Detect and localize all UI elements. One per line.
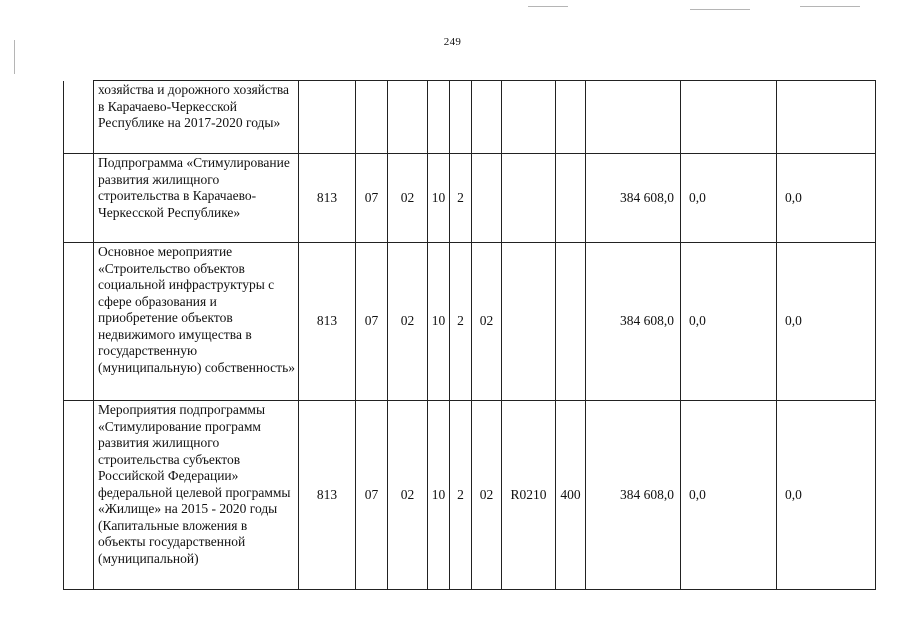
amount-2-cell: 0,0	[681, 401, 777, 590]
program-code-cell: 10	[428, 243, 450, 401]
scan-line-left-edge	[14, 40, 15, 74]
program-code-cell	[428, 81, 450, 154]
subsection-code-cell	[388, 81, 428, 154]
table-row	[64, 401, 876, 590]
budget-table	[63, 80, 876, 590]
amount-2-cell: 0,0	[681, 243, 777, 401]
subprogram-code-cell: 2	[450, 401, 472, 590]
scan-line-top-right-2	[690, 9, 750, 10]
program-code-cell: 10	[428, 154, 450, 243]
subprogram-code-cell: 2	[450, 243, 472, 401]
table-row	[64, 154, 876, 243]
ministry-code-cell: 813	[299, 154, 356, 243]
program-code-cell: 10	[428, 401, 450, 590]
amount-3-cell: 0,0	[777, 401, 876, 590]
target-article-code-cell	[502, 243, 556, 401]
scan-line-top-far-right	[800, 6, 860, 7]
amount-2-cell: 0,0	[681, 154, 777, 243]
main-event-code-cell	[472, 154, 502, 243]
subsection-code-cell: 02	[388, 154, 428, 243]
section-code-cell	[356, 81, 388, 154]
main-event-code-cell: 02	[472, 401, 502, 590]
subprogram-code-cell: 2	[450, 154, 472, 243]
section-code-cell: 07	[356, 401, 388, 590]
amount-cell: 384 608,0	[586, 243, 681, 401]
description-cell: Мероприятия подпрограммы «Стимулирование программ развития жилищного строительства субъектов Российской Федерации» федеральной целевой программы «Жилище» на 2015 - 2020 годы (Капитальные вложения в объекты государственной (муниципальной)	[94, 401, 299, 590]
description-cell: хозяйства и дорожного хозяйства в Карачаево-Черкесской Республике на 2017-2020 годы»	[94, 81, 299, 154]
expense-type-code-cell	[556, 154, 586, 243]
description-cell: Подпрограмма «Стимулирование развития жилищного строительства в Карачаево-Черкесской Республике»	[94, 154, 299, 243]
amount-cell: 384 608,0	[586, 154, 681, 243]
expense-type-code-cell: 400	[556, 401, 586, 590]
amount-cell: 384 608,0	[586, 401, 681, 590]
amount-3-cell: 0,0	[777, 154, 876, 243]
row-index-cell	[64, 154, 94, 243]
target-article-code-cell: R0210	[502, 401, 556, 590]
expense-type-code-cell	[556, 243, 586, 401]
amount-3-cell	[777, 81, 876, 154]
description-cell: Основное мероприятие «Строительство объектов социальной инфраструктуры с сфере образования и приобретение объектов недвижимого имущества в государственную (муниципальную) собственность»	[94, 243, 299, 401]
section-code-cell: 07	[356, 154, 388, 243]
table-row	[64, 243, 876, 401]
amount-2-cell	[681, 81, 777, 154]
amount-cell	[586, 81, 681, 154]
subsection-code-cell: 02	[388, 243, 428, 401]
ministry-code-cell: 813	[299, 243, 356, 401]
row-index-cell	[64, 401, 94, 590]
subsection-code-cell: 02	[388, 401, 428, 590]
target-article-code-cell	[502, 154, 556, 243]
main-event-code-cell: 02	[472, 243, 502, 401]
ministry-code-cell: 813	[299, 401, 356, 590]
section-code-cell: 07	[356, 243, 388, 401]
scan-line-top-right	[528, 6, 568, 7]
target-article-code-cell	[502, 81, 556, 154]
main-event-code-cell	[472, 81, 502, 154]
row-index-cell	[64, 81, 94, 154]
subprogram-code-cell	[450, 81, 472, 154]
ministry-code-cell	[299, 81, 356, 154]
amount-3-cell: 0,0	[777, 243, 876, 401]
page-number: 249	[443, 36, 462, 48]
expense-type-code-cell	[556, 81, 586, 154]
table-row	[64, 81, 876, 154]
row-index-cell	[64, 243, 94, 401]
